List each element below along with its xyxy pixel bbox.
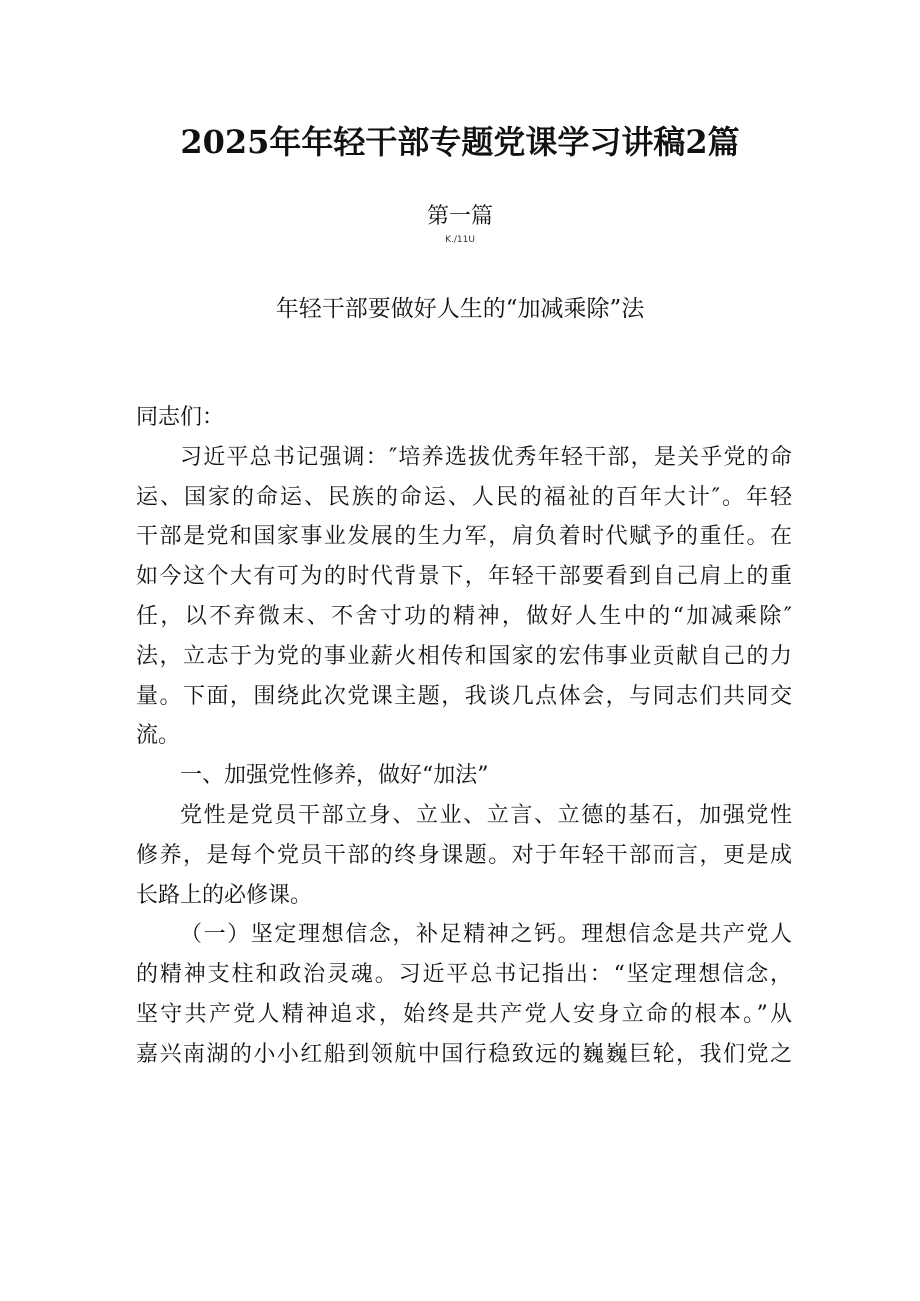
paragraph-line: 习近平总书记强调：″培养选拔优秀年轻干部，是关乎党的命 (180, 444, 792, 470)
paragraph-line: 长路上的必修课。 (136, 882, 313, 908)
paragraph-line: 量。下面，围绕此次党课主题，我谈几点体会，与同志们共同交 (136, 683, 792, 709)
article-title: 年轻干部要做好人生的“加减乘除”法 (275, 296, 645, 322)
paragraph-line: 修养，是每个党员干部的终身课题。对于年轻干部而言，更是成 (136, 842, 792, 868)
salutation: 同志们： (136, 405, 225, 430)
paragraph-line: 运、国家的命运、民族的命运、人民的福祉的百年大计″。年轻 (136, 484, 792, 510)
paragraph-line: 流。 (136, 723, 181, 749)
paragraph-line: 党性是党员干部立身、立业、立言、立德的基石，加强党性 (180, 802, 792, 828)
paragraph-line: 嘉兴南湖的小小红船到领航中国行稳致远的巍巍巨轮，我们党之 (136, 1041, 792, 1067)
paragraph-line: 任，以不弃微末、不舍寸功的精神，做好人生中的“加减乘除″ (136, 603, 792, 629)
paragraph-line: 坚守共产党人精神追求，始终是共产党人安身立命的根本。”从 (136, 1001, 792, 1027)
paragraph-line: 如今这个大有可为的时代背景下，年轻干部要看到自己肩上的重 (136, 564, 792, 590)
section-sublabel: K./11U (445, 235, 475, 245)
section-heading: 一、加强党性修养，做好“加法” (180, 763, 489, 789)
paragraph-line: 的精神支柱和政治灵魂。习近平总书记指出：“坚定理想信念， (136, 962, 792, 988)
paragraph-line: 法，立志于为党的事业薪火相传和国家的宏伟事业贡献自己的力 (136, 643, 792, 669)
section-label: 第一篇 (426, 204, 493, 229)
body-text (136, 398, 792, 1075)
document-title: 2025年年轻干部专题党课学习讲稿2篇 (180, 123, 740, 161)
paragraph-line: （一）坚定理想信念，补足精神之钙。理想信念是共产党人 (180, 922, 792, 948)
paragraph-line: 干部是党和国家事业发展的生力军，肩负着时代赋予的重任。在 (136, 524, 792, 550)
